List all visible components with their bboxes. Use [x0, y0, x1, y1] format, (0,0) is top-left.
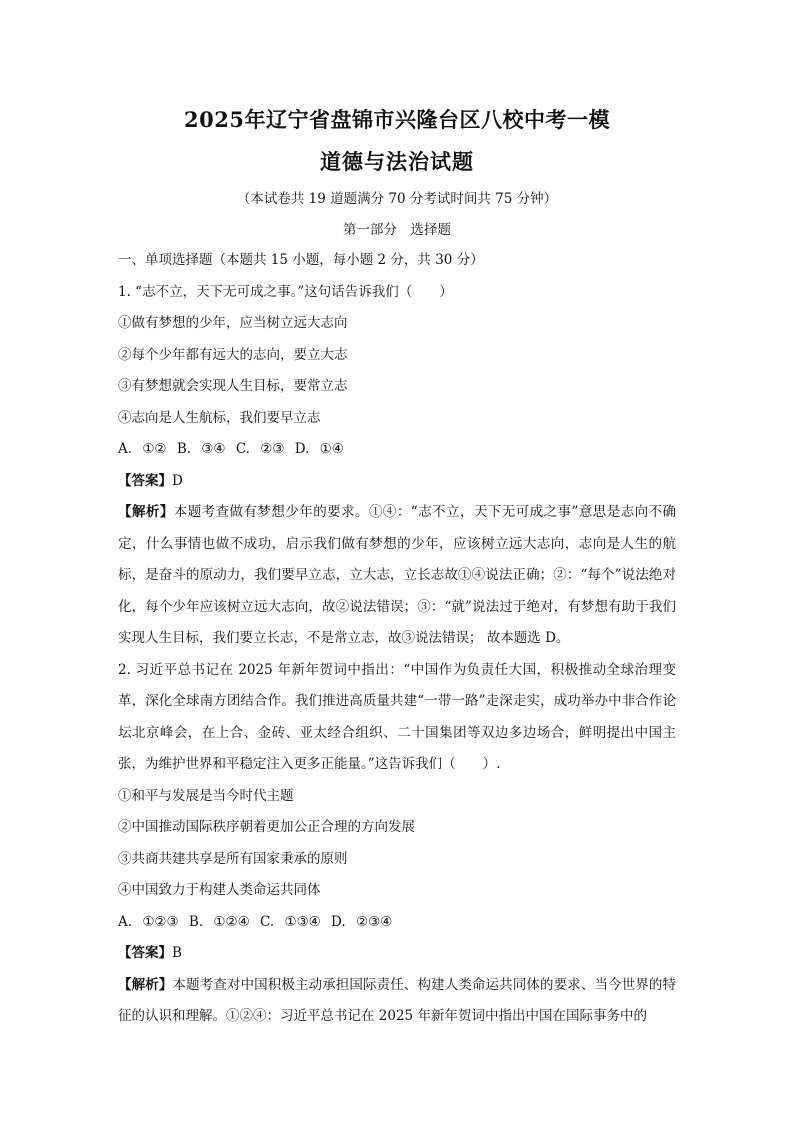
statement: ①做有梦想的少年，应当树立远大志向 — [118, 315, 348, 331]
question-stem: 1. “志不立，天下无可成之事。”这句话告诉我们（ ） — [118, 283, 453, 300]
analysis-label: 【解析】 — [118, 976, 173, 993]
answer-label: 【答案】 — [118, 472, 172, 489]
part-title: 第一部分 选择题 — [343, 222, 451, 238]
statement: ④中国致力于构建人类命运共同体 — [118, 882, 321, 898]
statement: ③有梦想就会实现人生目标，要常立志 — [118, 378, 348, 394]
answer-choices: A. ①②③ B. ①②④ C. ①③④ D. ②③④ — [118, 913, 393, 930]
answer-line — [118, 938, 676, 970]
exam-subject: 道德与法治试题 — [320, 149, 474, 174]
question-1 — [118, 277, 676, 655]
answer-choices: A. ①② B. ③④ C. ②③ D. ①④ — [118, 441, 344, 457]
analysis-label: 【解析】 — [118, 504, 174, 520]
question-2 — [118, 655, 676, 1033]
document-body — [118, 245, 676, 1033]
exam-title: 2025年辽宁省盘锦市兴隆台区八校中考一模 — [184, 107, 610, 132]
statement: ②中国推动国际秩序朝着更加公正合理的方向发展 — [118, 819, 415, 835]
exam-note: （本试卷共 19 道题满分 70 分考试时间共 75 分钟） — [236, 191, 558, 207]
statement: ③共商共建共享是所有国家秉承的原则 — [118, 850, 348, 867]
analysis — [118, 970, 676, 1033]
section-heading: 一、单项选择题（本题共 15 小题，每小题 2 分，共 30 分） — [118, 252, 484, 268]
answer-value: B — [172, 945, 182, 961]
statement: ①和平与发展是当今时代主题 — [118, 787, 294, 804]
analysis-text: 本题考查对中国积极主动承担国际责任、构建人类命运共同体的要求、当今世界的特征的认识和理解。①②④：习近平总书记在 2025 年新年贺词中指出中国在国际事务中的 — [118, 976, 677, 1024]
statement: ④志向是人生航标，我们要早立志 — [118, 409, 321, 426]
analysis — [118, 497, 676, 655]
answer-line — [118, 466, 676, 498]
answer-value: D — [172, 472, 183, 489]
answer-label: 【答案】 — [118, 945, 172, 961]
question-stem: 2. 习近平总书记在 2025 年新年贺词中指出：“中国作为负责任大国，积极推动全球治理变革，深化全球南方团结合作。我们推进高质量共建“一带一路”走深走实，成功举办中非合作论坛北京峰会，在上合、金砖、亚太经合组织、二十国集团等双边多边场合，鲜明提出中国主张，为维护世界和平稳定注入更多正能量。”这告诉我们（ ）. — [118, 661, 676, 772]
analysis-text: 本题考查做有梦想少年的要求。①④：“志不立，天下无可成之事”意思是志向不确定，什么事情也做不成功，启示我们做有梦想的少年，应该树立远大志向，志向是人生的航标，是奋斗的原动力，我们要早立志，立大志，立长志故①④说法正确；②：“每个”说法绝对化，每个少年应该树立远大志向，故②说法错误；③：“就”说法过于绝对，有梦想有助于我们实现人生目标，我们要立长志，不是常立志，故③说法错误； 故本题选 D。 — [118, 504, 677, 646]
statement: ②每个少年都有远大的志向，要立大志 — [118, 346, 348, 363]
